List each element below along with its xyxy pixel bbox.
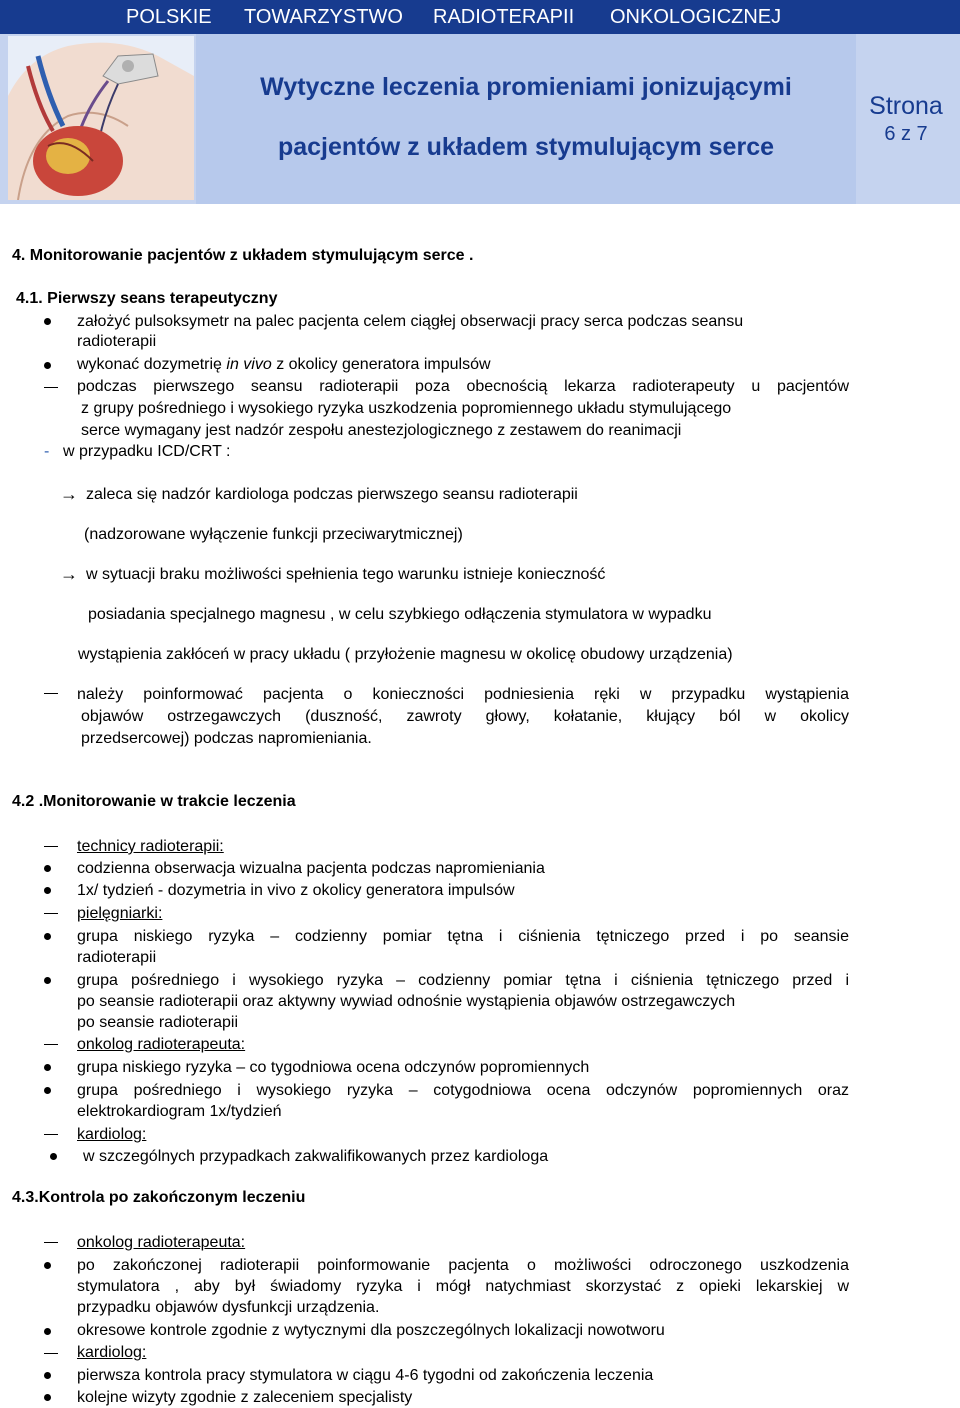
list-item-text: radioterapii	[77, 333, 157, 350]
dash-marker: -	[44, 443, 50, 460]
dash-icon	[44, 693, 58, 694]
list-item-text: codzienna obserwacja wizualna pacjenta podczas napromieniania	[77, 860, 545, 877]
list-item-text: z grupy pośredniego i wysokiego ryzyka uszkodzenia popromiennego układu stymulującego	[81, 400, 732, 417]
dash-icon	[44, 1134, 58, 1135]
bullet-icon	[44, 865, 51, 872]
list-item-text: przypadku objawów dysfunkcji urządzenia.	[77, 1299, 380, 1316]
list-item-text: grupa pośredniego i wysokiego ryzyka – cotygodniowa ocena odczynów popromiennych oraz	[77, 1082, 849, 1099]
role-label: onkolog radioterapeuta:	[77, 1036, 246, 1053]
list-item-text: grupa niskiego ryzyka – codzienny pomiar tętna i ciśnienia tętniczego przed i po seansie	[77, 928, 849, 945]
document-title-line-1: Wytyczne leczenia promieniami jonizującymi	[260, 73, 792, 101]
section-4-3-heading: 4.3.Kontrola po zakończonym leczeniu	[12, 1189, 306, 1206]
section-4-heading: 4. Monitorowanie pacjentów z układem stymulującym serce .	[12, 247, 474, 264]
bullet-icon	[44, 1328, 51, 1335]
role-label: onkolog radioterapeuta:	[77, 1234, 246, 1251]
list-item-text: okresowe kontrole zgodnie z wytycznymi dla poszczególnych lokalizacji nowotworu	[77, 1322, 665, 1339]
org-word: ONKOLOGICZNEJ	[610, 6, 782, 28]
list-item-text: serce wymagany jest nadzór zespołu anestezjologicznego z zestawem do reanimacji	[81, 422, 682, 439]
bullet-icon	[44, 318, 51, 325]
list-item-text: pierwsza kontrola pracy stymulatora w ciągu 4-6 tygodni od zakończenia leczenia	[77, 1367, 654, 1384]
dash-icon	[44, 913, 58, 914]
dash-icon	[44, 1353, 58, 1354]
section-number: 4.1.	[16, 290, 43, 307]
list-item-text: po seansie radioterapii	[77, 1014, 238, 1031]
org-word: RADIOTERAPII	[433, 6, 575, 28]
role-label: pielęgniarki:	[77, 905, 163, 922]
arrow-item-text: w sytuacji braku możliwości spełnienia tego warunku istnieje konieczność	[86, 566, 606, 583]
list-item-text: radioterapii	[77, 949, 157, 966]
arrow-item-text: wystąpienia zakłóceń w pracy układu ( przyłożenie magnesu w okolicę obudowy urządzenia)	[78, 646, 733, 663]
list-item-text: przedsercowej) podczas napromieniania.	[81, 730, 372, 747]
list-item-text: w szczególnych przypadkach zakwalifikowanych przez kardiologa	[83, 1148, 549, 1165]
dash-icon	[44, 387, 58, 388]
org-word: POLSKIE	[126, 6, 212, 28]
section-title: Pierwszy seans terapeutyczny	[47, 290, 278, 307]
list-item-text: w przypadku ICD/CRT :	[63, 443, 231, 460]
list-item-text: należy poinformować pacjenta o konieczności podniesienia ręki w przypadku wystąpienia	[77, 686, 849, 703]
list-item-text: podczas pierwszego seansu radioterapii poza obecnością lekarza radioterapeuty u pacjentów	[77, 378, 849, 395]
bullet-icon	[44, 887, 51, 894]
heart-pacemaker-illustration	[8, 36, 194, 200]
list-item-text: wykonać dozymetrię in vivo z okolicy generatora impulsów	[77, 356, 491, 373]
list-item-text: grupa pośredniego i wysokiego ryzyka – codzienny pomiar tętna i ciśnienia tętniczego przed i	[77, 972, 849, 989]
arrow-right-icon: →	[60, 484, 78, 504]
bullet-icon	[44, 1262, 51, 1269]
list-item-text: po seansie radioterapii oraz aktywny wywiad odnośnie wystąpienia objawów ostrzegawczych	[77, 993, 736, 1010]
section-4-1-heading	[16, 289, 277, 309]
section-4-2-heading: 4.2 .Monitorowanie w trakcie leczenia	[12, 793, 296, 810]
arrow-item-text: (nadzorowane wyłączenie funkcji przeciwarytmicznej)	[84, 526, 463, 543]
bullet-icon	[44, 1087, 51, 1094]
dash-icon	[44, 1044, 58, 1045]
page-label: Strona	[869, 92, 943, 120]
bullet-icon	[44, 1372, 51, 1379]
arrow-right-icon: →	[60, 564, 78, 584]
dash-icon	[44, 846, 58, 847]
list-item-text: stymulatora , aby był świadomy ryzyka i mógł natychmiast skorzystać z opieki lekarskiej w	[77, 1278, 849, 1295]
list-item-text: objawów ostrzegawczych (duszność, zawroty głowy, kołatanie, kłujący ból w okolicy	[81, 708, 849, 725]
bullet-icon	[44, 977, 51, 984]
list-item-text: kolejne wizyty zgodnie z zaleceniem specjalisty	[77, 1389, 413, 1406]
list-item-text: założyć pulsoksymetr na palec pacjenta celem ciągłej obserwacji pracy serca podczas seansu	[77, 313, 744, 330]
role-label: technicy radioterapii:	[77, 838, 224, 855]
org-banner	[0, 0, 960, 34]
bullet-icon	[50, 1153, 57, 1160]
page-number: 6 z 7	[884, 123, 928, 145]
bullet-icon	[44, 362, 51, 369]
bullet-icon	[44, 933, 51, 940]
bullet-icon	[44, 1064, 51, 1071]
role-label: kardiolog:	[77, 1344, 147, 1361]
bullet-icon	[44, 1394, 51, 1401]
role-label: kardiolog:	[77, 1126, 147, 1143]
list-item-text: po zakończonej radioterapii poinformowanie pacjenta o możliwości odroczonego uszkodzenia	[77, 1257, 849, 1274]
header-title-panel	[196, 34, 856, 204]
list-item-text: 1x/ tydzień - dozymetria in vivo z okolicy generatora impulsów	[77, 882, 515, 899]
dash-icon	[44, 1242, 58, 1243]
document-title-line-2: pacjentów z układem stymulującym serce	[277, 133, 775, 161]
list-item-text: elektrokardiogram 1x/tydzień	[77, 1103, 282, 1120]
arrow-item-text: zaleca się nadzór kardiologa podczas pierwszego seansu radioterapii	[86, 486, 578, 503]
org-word: TOWARZYSTWO	[244, 6, 403, 28]
list-item-text: grupa niskiego ryzyka – co tygodniowa ocena odczynów popromiennych	[77, 1059, 590, 1076]
arrow-item-text: posiadania specjalnego magnesu , w celu szybkiego odłączenia stymulatora w wypadku	[88, 606, 712, 623]
